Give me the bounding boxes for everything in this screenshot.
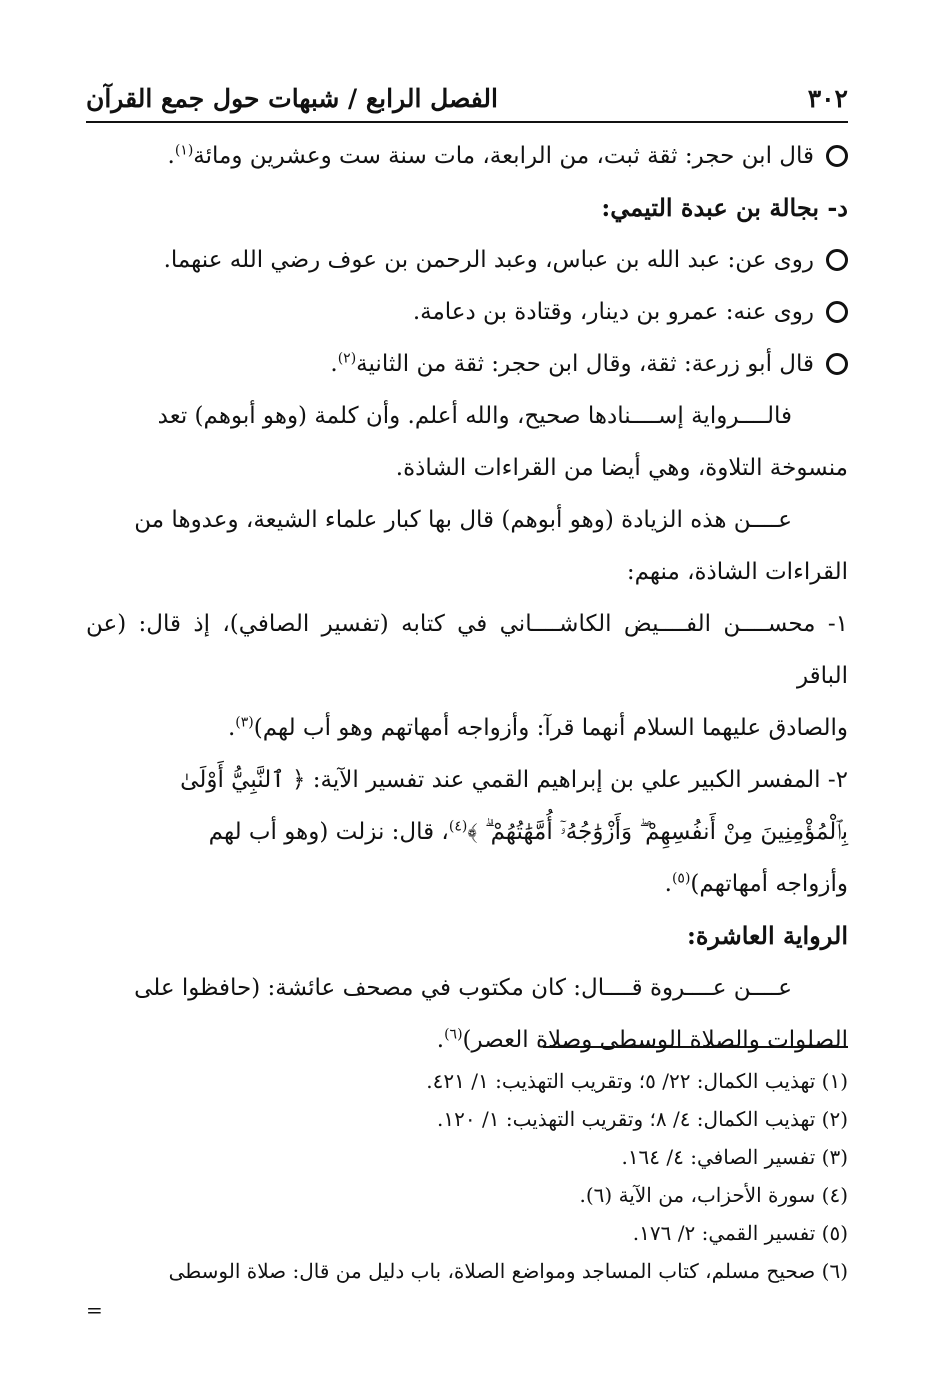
paragraph-line: منسوخة التلاوة، وهي أيضا من القراءات الشاذة.: [395, 455, 848, 481]
quran-verse: بِٱلْمُؤْمِنِينَ مِنْ أَنفُسِهِمْ ۖ وَأَزْوَٰجُهُۥٓ أُمَّهَٰتُهُمْ ۗ ﴾: [467, 819, 848, 845]
chapter-title: الفصل الرابع / شبهات حول جمع القرآن: [86, 83, 498, 113]
paragraph-line: عــــن هذه الزيادة (وهو أبوهم) قال بها كبار علماء الشيعة، وعدوها من: [134, 507, 792, 533]
footnote-ref: (٥): [671, 870, 691, 887]
paragraph-line: ٢- المفسر الكبير علي بن إبراهيم القمي عند تفسير الآية: ﴿ ٱلنَّبِيُّ أَوْلَىٰ: [180, 767, 848, 793]
paragraph-line: والصادق عليهما السلام أنهما قرآ: وأزواجه أمهاتهم وهو أب لهم)$^{(٣)}$.: [227, 714, 848, 741]
bullet-line: روى عنه: عمرو بن دينار، وقتادة بن دعامة.: [86, 286, 848, 338]
circle-bullet-icon: [826, 249, 848, 271]
footnote-divider: [543, 1046, 848, 1048]
page-header: [86, 78, 848, 118]
section-heading: د- بجالة بن عبدة التيمي:: [601, 193, 848, 222]
circle-bullet-icon: [826, 301, 848, 323]
page-number: ٣٠٢: [807, 83, 848, 113]
footnote: (٢) تهذيب الكمال: ٤/ ٨؛ وتقريب التهذيب: ١/ ١٢٠.: [437, 1107, 848, 1131]
paragraph-line: وأزواجه أمهاتهم)$^{(٥)}$.: [664, 870, 848, 897]
footnote: (٥) تفسير القمي: ٢/ ١٧٦.: [632, 1221, 848, 1245]
paragraph-line: ١- محســــن الفــــيض الكاشــــاني في كتابه (تفسير الصافي)، إذ قال: (عن الباقر: [86, 611, 848, 689]
bullet-line: روى عن: عبد الله بن عباس، وعبد الرحمن بن عوف رضي الله عنهما.: [86, 234, 848, 286]
footnote-ref: (٦): [444, 1026, 463, 1043]
circle-bullet-icon: [826, 145, 848, 167]
main-text: [86, 130, 848, 1066]
paragraph-line: القراءات الشاذة، منهم:: [626, 559, 848, 585]
bullet-line: قال أبو زرعة: ثقة، وقال ابن حجر: ثقة من الثانية$^{(٢)}$.: [86, 338, 848, 390]
footnote-ref: (١): [174, 142, 194, 159]
bullet-line: قال ابن حجر: ثقة ثبت، من الرابعة، مات سنة ست وعشرين ومائة$^{(١)}$.: [86, 130, 848, 182]
paragraph-line: عــــن عــــروة قــــال: كان مكتوب في مصحف عائشة: (حافظوا على: [134, 975, 792, 1001]
footnote: (٣) تفسير الصافي: ٤/ ١٦٤.: [621, 1145, 848, 1169]
footnote: (٤) سورة الأحزاب، من الآية (٦).: [579, 1183, 848, 1207]
footnote: (١) تهذيب الكمال: ٢٢/ ٥؛ وتقريب التهذيب: ١/ ٤٢١.: [426, 1069, 848, 1093]
footnote-ref: (٢): [337, 350, 357, 367]
paragraph-line: فالــــرواية إســــنادها صحيح، والله أعلم. وأن كلمة (وهو أبوهم) تعد: [157, 403, 792, 429]
circle-bullet-icon: [826, 353, 848, 375]
header-divider: [86, 121, 848, 123]
continuation-mark: =: [86, 1298, 103, 1322]
footnote-ref: (٤): [448, 818, 468, 835]
paragraph-line: بِٱلْمُؤْمِنِينَ مِنْ أَنفُسِهِمْ ۖ وَأَزْوَٰجُهُۥٓ أُمَّهَٰتُهُمْ ۗ ﴾$^{(٤)}$، قال: نزلت (وهو أب لهم: [208, 818, 848, 845]
section-heading: الرواية العاشرة:: [686, 921, 848, 950]
footnote: (٦) صحيح مسلم، كتاب المساجد ومواضع الصلاة، باب دليل من قال: صلاة الوسطى: [168, 1259, 848, 1283]
paragraph-line: الصلوات والصلاة الوسطى وصلاة العصر)$^{(٦)}$.: [436, 1026, 848, 1053]
footnotes: [86, 1062, 848, 1290]
footnote-ref: (٣): [235, 714, 254, 731]
